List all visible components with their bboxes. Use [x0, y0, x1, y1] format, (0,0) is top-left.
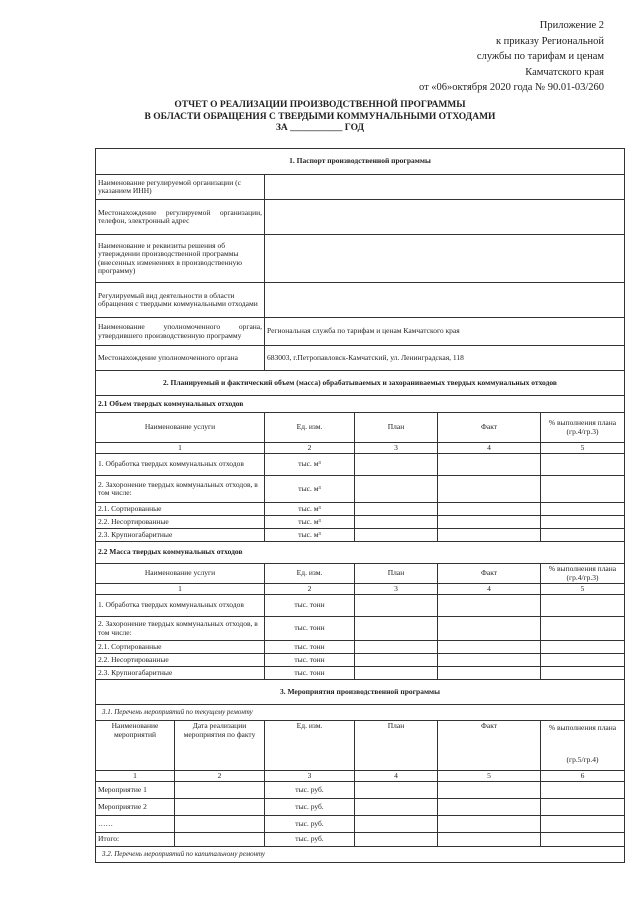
fact-cell	[437, 476, 540, 502]
percent-cell	[540, 833, 624, 846]
passport-value	[264, 235, 624, 282]
plan-cell	[354, 799, 437, 815]
fact-cell	[437, 454, 540, 475]
percent-cell	[540, 816, 624, 832]
col-number: 5	[437, 771, 540, 781]
col-header-fact: Факт	[437, 721, 540, 770]
mass-row	[96, 594, 624, 616]
plan-cell	[354, 516, 437, 528]
volume-number-row	[96, 442, 624, 453]
percent-cell	[540, 503, 624, 515]
mass-row	[96, 640, 624, 653]
service-unit: тыс. м³	[264, 529, 354, 541]
percent-cell	[540, 529, 624, 541]
date-cell	[174, 799, 264, 815]
service-unit: тыс. тонн	[264, 595, 354, 616]
percent-cell	[540, 617, 624, 640]
col-number: 3	[354, 584, 437, 594]
plan-cell	[354, 816, 437, 832]
mass-header-row	[96, 563, 624, 583]
percent-cell	[540, 476, 624, 502]
service-name: 2.3. Крупногабаритные	[98, 529, 173, 539]
section-1-heading-row	[96, 149, 624, 174]
volume-row	[96, 475, 624, 502]
service-unit: тыс. тонн	[264, 641, 354, 653]
title-line-1: ОТЧЕТ О РЕАЛИЗАЦИИ ПРОИЗВОДСТВЕННОЙ ПРОГРАММЫ	[174, 100, 466, 110]
current-repair-heading: 3.1. Перечень мероприятий по текущему ремонту	[102, 708, 253, 717]
percent-cell	[540, 782, 624, 798]
col-number: 3	[354, 443, 437, 453]
service-name: 2.3. Крупногабаритные	[98, 667, 173, 677]
col-number: 2	[264, 584, 354, 594]
passport-value	[264, 200, 624, 234]
col-number: 1	[133, 771, 137, 780]
plan-cell	[354, 833, 437, 846]
volume-heading-row	[96, 395, 624, 412]
percent-cell	[540, 654, 624, 666]
volume-row	[96, 528, 624, 541]
service-name: 2. Захоронение твердых коммунальных отходов, в том числе:	[98, 619, 258, 637]
volume-row	[96, 515, 624, 528]
fact-cell	[437, 641, 540, 653]
title-line-2: В ОБЛАСТИ ОБРАЩЕНИЯ С ТВЕРДЫМИ КОММУНАЛЬНЫМИ ОТХОДАМИ	[144, 111, 496, 122]
plan-cell	[354, 454, 437, 475]
col-header-plan: План	[354, 413, 437, 442]
percent-cell	[540, 667, 624, 679]
plan-cell	[354, 503, 437, 515]
plan-cell	[354, 476, 437, 502]
passport-label: Наименование регулируемой организации (с указанием ИНН)	[98, 177, 241, 195]
fact-cell	[437, 816, 540, 832]
service-name: 1. Обработка твердых коммунальных отходов	[98, 459, 244, 469]
passport-label: Местонахождение регулируемой организации, телефон, электронный адрес	[98, 207, 262, 225]
service-unit: тыс. м³	[264, 476, 354, 502]
fact-cell	[437, 799, 540, 815]
passport-value	[264, 283, 624, 317]
col-header-percent-formula: (гр.5/гр.4)	[566, 754, 599, 764]
service-name: 2.1. Сортированные	[98, 641, 162, 651]
percent-cell	[540, 454, 624, 475]
appendix-line: к приказу Региональной	[495, 35, 604, 47]
col-header-service: Наименование услуги	[144, 422, 216, 432]
service-unit: тыс. тонн	[264, 617, 354, 640]
passport-row	[96, 199, 624, 234]
fact-cell	[437, 503, 540, 515]
plan-cell	[354, 595, 437, 616]
percent-cell	[540, 516, 624, 528]
fact-cell	[437, 833, 540, 846]
service-name: 2. Захоронение твердых коммунальных отходов, в том числе:	[98, 479, 258, 497]
section-1-heading: 1. Паспорт производственной программы	[289, 156, 431, 166]
measure-name: Мероприятие 1	[98, 784, 147, 794]
passport-label: Местонахождение уполномоченного органа	[98, 352, 238, 362]
col-header-percent: % выполнения плана (гр.4/гр.3)	[540, 413, 624, 442]
service-unit: тыс. тонн	[264, 654, 354, 666]
appendix-note	[394, 18, 604, 96]
section-2-heading-row	[96, 370, 624, 395]
col-header-unit: Ед. изм.	[264, 413, 354, 442]
fact-cell	[437, 617, 540, 640]
col-header-fact: Факт	[437, 564, 540, 583]
capital-repair-heading-row	[96, 846, 624, 862]
appendix-line: Камчатского края	[525, 66, 604, 78]
date-cell	[174, 816, 264, 832]
report-title	[0, 100, 640, 135]
col-number: 4	[437, 443, 540, 453]
passport-value: Региональная служба по тарифам и ценам Камчатского края	[264, 318, 624, 345]
passport-value	[264, 175, 624, 199]
col-number: 2	[264, 443, 354, 453]
section-3-heading-row	[96, 679, 624, 704]
col-header-fact: Факт	[437, 413, 540, 442]
col-number: 1	[178, 443, 182, 452]
passport-row	[96, 174, 624, 199]
capital-repair-heading: 3.2. Перечень мероприятий по капитальному ремонту	[102, 850, 266, 859]
plan-cell	[354, 529, 437, 541]
col-number: 2	[174, 771, 264, 781]
passport-row	[96, 345, 624, 370]
col-header-percent	[540, 721, 624, 770]
col-header-date: Дата реализации мероприятия по факту	[174, 721, 264, 770]
col-number: 1	[178, 584, 182, 593]
passport-value: 683003, г.Петропавловск-Камчатский, ул. Ленинградская, 118	[264, 346, 624, 370]
measures-number-row	[96, 770, 624, 781]
measure-total-row	[96, 832, 624, 846]
measure-unit: тыс. руб.	[264, 782, 354, 798]
mass-row	[96, 653, 624, 666]
fact-cell	[437, 595, 540, 616]
fact-cell	[437, 782, 540, 798]
percent-cell	[540, 595, 624, 616]
percent-cell	[540, 641, 624, 653]
col-header-percent-label: % выполнения плана	[548, 723, 617, 732]
fact-cell	[437, 529, 540, 541]
volume-heading: 2.1 Объем твердых коммунальных отходов	[98, 398, 244, 408]
measure-unit: тыс. руб.	[264, 833, 354, 846]
measures-header-row	[96, 720, 624, 770]
service-name: 2.2. Несортированные	[98, 654, 169, 664]
plan-cell	[354, 782, 437, 798]
service-unit: тыс. м³	[264, 516, 354, 528]
passport-label: Наименование и реквизиты решения об утверждении производственной программы (внесенных изменениях в производственную программу)	[98, 240, 242, 275]
fact-cell	[437, 654, 540, 666]
col-header-unit: Ед. изм.	[264, 564, 354, 583]
plan-cell	[354, 667, 437, 679]
measure-row	[96, 798, 624, 815]
measure-unit: тыс. руб.	[264, 816, 354, 832]
date-cell	[174, 782, 264, 798]
fact-cell	[437, 516, 540, 528]
service-unit: тыс. м³	[264, 454, 354, 475]
mass-heading: 2.2 Масса твердых коммунальных отходов	[98, 547, 243, 557]
measure-total-label: Итого:	[98, 834, 120, 844]
section-3-heading: 3. Мероприятия производственной программы	[279, 686, 441, 696]
passport-label: Регулируемый вид деятельности в области обращения с твердыми коммунальными отходами	[98, 290, 258, 308]
plan-cell	[354, 641, 437, 653]
current-repair-heading-row	[96, 704, 624, 720]
plan-cell	[354, 617, 437, 640]
col-header-percent: % выполнения плана (гр.4/гр.3)	[540, 564, 624, 583]
volume-row	[96, 453, 624, 475]
col-number: 3	[264, 771, 354, 781]
col-number: 5	[540, 584, 624, 594]
fact-cell	[437, 667, 540, 679]
appendix-line: от «06»октября 2020 года № 90.01-03/260	[418, 82, 604, 93]
measure-row	[96, 781, 624, 798]
mass-row	[96, 666, 624, 679]
passport-row	[96, 317, 624, 345]
plan-cell	[354, 654, 437, 666]
measure-unit: тыс. руб.	[264, 799, 354, 815]
measure-name: Мероприятие 2	[98, 801, 147, 811]
mass-row	[96, 616, 624, 640]
col-header-plan: План	[354, 564, 437, 583]
service-unit: тыс. м³	[264, 503, 354, 515]
measure-row	[96, 815, 624, 832]
passport-row	[96, 234, 624, 282]
appendix-line: службы по тарифам и ценам	[476, 51, 604, 62]
volume-row	[96, 502, 624, 515]
col-number: 5	[540, 443, 624, 453]
mass-number-row	[96, 583, 624, 594]
appendix-line: Приложение 2	[539, 20, 604, 31]
col-number: 4	[437, 584, 540, 594]
report-form	[95, 148, 625, 863]
col-header-plan: План	[354, 721, 437, 770]
col-header-service: Наименование услуги	[144, 568, 216, 578]
service-name: 2.1. Сортированные	[98, 503, 162, 513]
service-unit: тыс. тонн	[264, 667, 354, 679]
mass-heading-row	[96, 541, 624, 563]
title-line-3: ЗА ___________ ГОД	[275, 123, 365, 133]
service-name: 1. Обработка твердых коммунальных отходов	[98, 600, 244, 610]
service-name: 2.2. Несортированные	[98, 516, 169, 526]
passport-label: Наименование уполномоченного органа, утвердившего производственную программу	[98, 322, 262, 340]
date-cell	[174, 833, 264, 846]
section-2-heading: 2. Планируемый и фактический объем (масса) обрабатываемых и захораниваемых твердых коммунальных отходов	[163, 377, 557, 387]
volume-header-row	[96, 412, 624, 442]
col-number: 4	[354, 771, 437, 781]
passport-row	[96, 282, 624, 317]
measure-name: ……	[98, 818, 113, 828]
percent-cell	[540, 799, 624, 815]
col-number: 6	[540, 771, 624, 781]
col-header-unit: Ед. изм.	[264, 721, 354, 770]
col-header-measure: Наименование мероприятий	[111, 721, 159, 739]
